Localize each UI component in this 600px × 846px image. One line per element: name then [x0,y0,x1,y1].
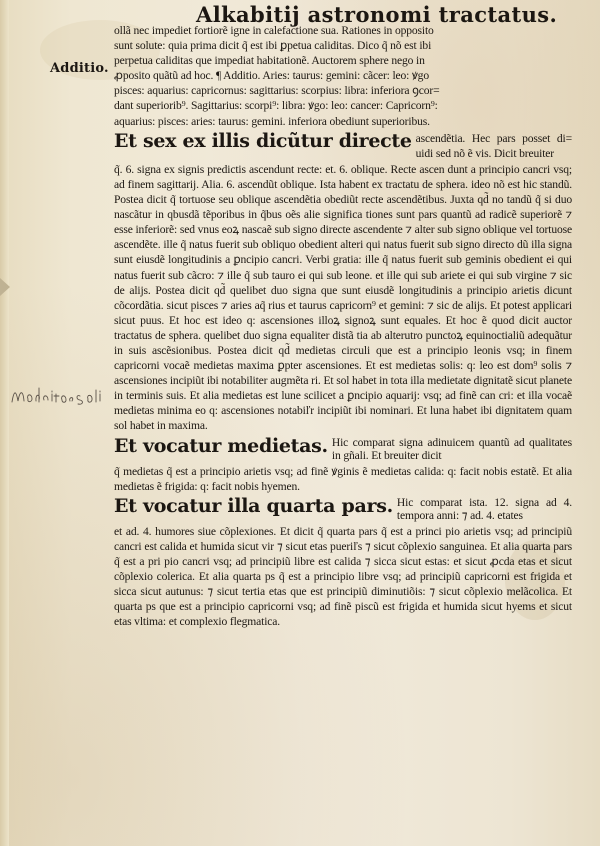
text-line: dant superiorib⁹. Sagittarius: scorpi⁹: libra: ꝟgo: leo: cancer: Capricorn⁹: [114,99,438,113]
lemma-heading-row [114,131,572,161]
lemma-commentary: ascendẽtia. Hec pars posset di= uidi sed nõ ẽ vis. Dicit breuiter [415,131,572,160]
handwritten-marginal-note [8,384,104,410]
lemma-heading: Et sex ex illis dicũtur directe [114,129,412,152]
main-text-column [114,23,572,629]
lemma-heading: Et vocatur medietas. [114,434,328,457]
lemma-commentary: Hic comparat ista. 12. signa ad 4. tempora anni: ⁊ ad. 4. etates [396,495,572,523]
text-line: sunt solute: quia prima dicit q̃ est ibi ꝑpetua caliditas. Dico q̃ nõ est ibi [114,39,432,53]
lemma-heading-row [114,496,572,523]
lemma-commentary: Hic comparat signa adinuicem quantũ ad qualitates in gñali. Et breuiter dicit [331,435,572,463]
commentary-paragraph: et ad. 4. humores siue cõplexiones. Et dicit q̃ quarta pars q̃ est a princi pio arietis vsq; ad principiũ cancri est calida et humida sicut vir ⁊ sicut etas pueriľs ⁊ sicut cõplexio sanguinea. Et alia quarta pars q̃ est a pri pio cancri vsq; ad principiũ libre est calida ⁊ sicca sicut estas: et sicut ꝓcda etas et sicut cõplexio colerica. Et alia quarta ps q̃ est a principio libre vsq; ad principiũ capricorni est frigida et sicca sicut autunus: ⁊ sicut tertia etas que est principiũ diminutiõis: ⁊ sicut cõplexio melãcolica. Et quarta ps que est a principio capricorni vsq; ad finẽ piscũ est frigida et humida sicut hyems et sicut etas vltima: et complexio flegmatica. [114,524,572,629]
page-gutter-shadow [0,0,9,846]
marginal-note-additio: Additio. [50,61,109,76]
text-line: aquarius: pisces: aries: taurus: gemini. inferiora obediunt superioribus. [114,114,430,128]
commentary-paragraph: q̃. 6. signa ex signis predictis ascendunt recte: et. 6. oblique. Recte ascen dunt a principio cancri vsq; ad finem sagittarij. Alia. 6. ascendũt oblique. Ista habent ex tractatu de sphera. ideo nõ est hic standũ. Postea dicit q̃ tortuose seu oblique ascendẽtia obediũt recte ascendẽtibus. Juxta qd̃ no tandũ q̃ si duo nascãtur in qbusdã tẽporibus in q̃bus oẽs alie significa tiones sunt pars quantũ ad radicẽ superiorẽ ⁊ esse inferiorẽ: sed vnus eoꝝ nascaẽ sub signo directe ascendente ⁊ alter sub signo oblique vel tortuose ascendẽte. ille q̃ natus fuerit sub obliquo obedient alteri qui natus fuerit sub signo directo dũ illa signa sunt eiusdẽ longitudinis a ꝑncipio cancri. Verbi gratia: ille q̃ natus fuerit sub geminis obedient ei qui natus fuerit sub cãcro: ⁊ ille q̃ sub tauro ei qui sub leone. et ille qui sub ariete ei qui sub virgine ⁊ sic de alijs. Postea dicit qd̃ quelibet duo signa que sunt eiusdẽ longitudinis a principio arietis dicunt cõcordãtia. sicut pisces ⁊ aries aq̃ rius et taurus capricorn⁹ et gemini: ⁊ sic de alijs. Et potest applicari sicut puus. Et hoc est ideo q: ascensiones illoꝝ signoꝝ sunt equales. Et hoc ẽ quod dicit auctor tractatus de sphera. quelibet duo signa equaliter distã tia ab alterutro punctoꝝ equinoctialiũ adequãtur in suis ascẽsionibus. Postea dicit qd̃ medietas circuli que est a principio leonis vsq; in finem capricorni vocaẽ medietas maxima ꝑpter ascensiones. Et est medietas solis: q: leo est dom⁹ solis ⁊ ascensiones incipiũt ibi notabiliter augmẽta ri. Et sol habet in tota illa medietate dignitatẽ sicut planete in terminis suis. Et alia medietas est lune scilicet a ꝑncipio aquarij: vsq; ad finẽ can cri: et illa vocaẽ medietas minima eo q: ascensiones notabiľr incipiũt ibi nominari. Et luna habet ibi dignitatem quam sol habet in maxima. [114,162,572,433]
lemma-heading: Et vocatur illa quarta pars. [114,494,393,517]
text-line: pisces: aquarius: capricornus: sagittarius: scorpius: libra: inferiora ꝯcor= [114,84,440,98]
text-line: ollã nec impediet fortiorẽ igne in calefactione sua. Rationes in opposito [114,24,434,37]
text-line: perpetua caliditas que impediat habitationẽ. Auctorem sphere nego in [114,54,425,68]
lemma-heading-row [114,436,572,463]
scanner-edge-notch [0,278,10,296]
running-title: Alkabitij astronomi tractatus. [196,2,558,27]
text-line: ꝓposito quãtũ ad hoc. ¶ Additio. Aries: taurus: gemini: cãcer: leo: ꝟgo [114,69,429,83]
commentary-paragraph: q̃ medietas q̃ est a principio arietis vsq; ad finẽ ꝟginis ẽ medietas calida: q: facit nobis estatẽ. Et alia medietas ẽ frigida: q: facit nobis hyemen. [114,464,572,493]
